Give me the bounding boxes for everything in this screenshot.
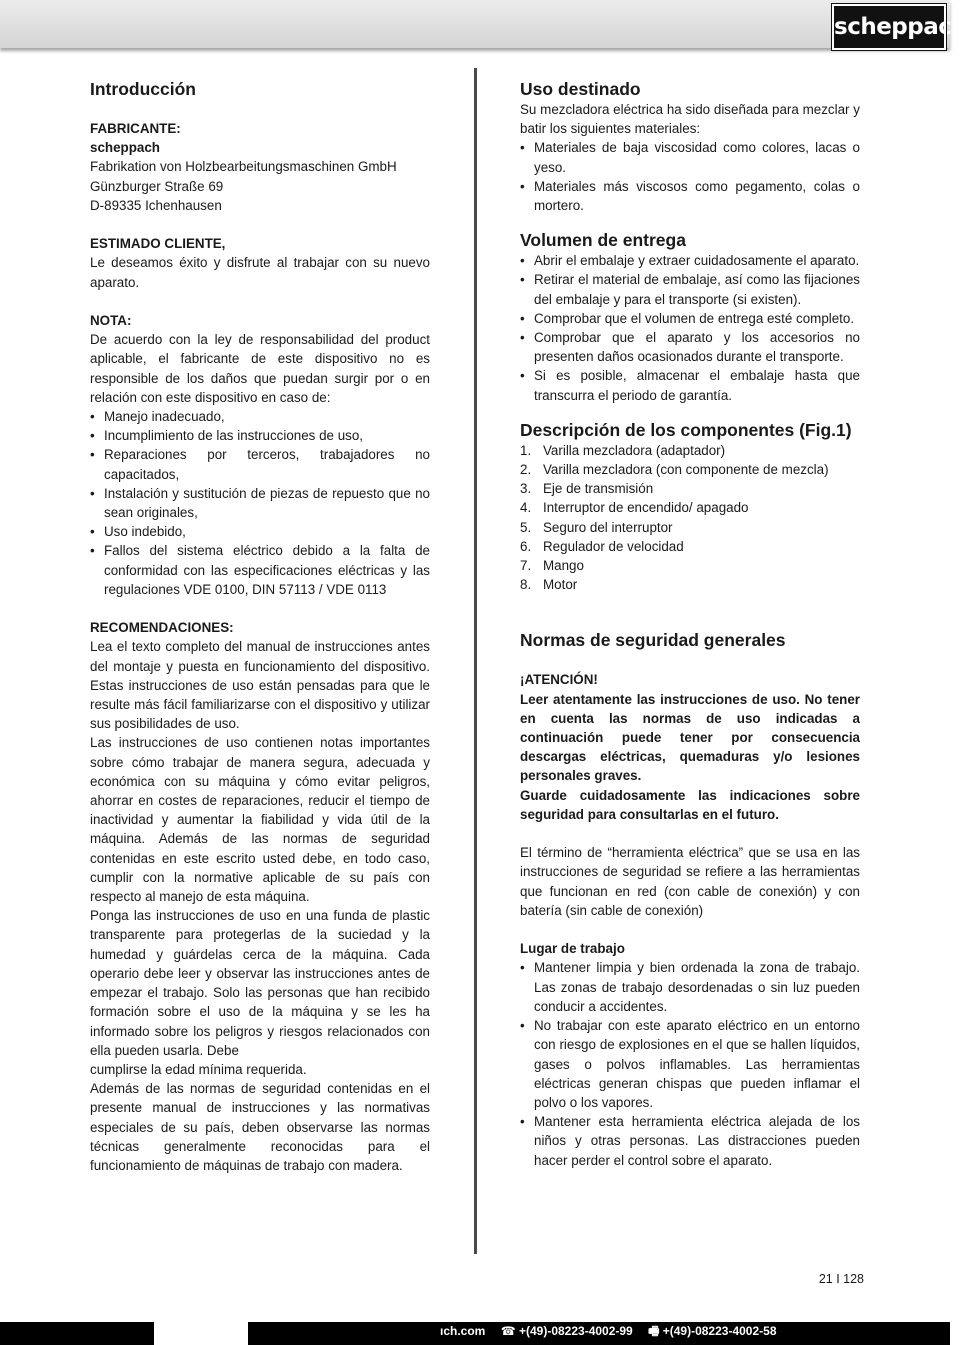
list-item bbox=[520, 575, 860, 594]
footer-phone: ☎ +(49)-08223-4002-99 bbox=[500, 1324, 633, 1338]
intended-use-text: Su mezcladora eléctrica ha sido diseñada para mezclar y batir los siguientes materiales: bbox=[520, 102, 860, 137]
list-item: • Mantener limpia y bien ordenada la zona de trabajo. Las zonas de trabajo desordenadas o sin luz pueden conducir a accidentes. bbox=[520, 958, 860, 1016]
recommendations-paragraph: Lea el texto completo del manual de instrucciones antes del montaje y puesta en funcionamiento del dispositivo. Estas instrucciones de uso están pensadas para que le resulte más fácil familiarizarse con el dispositivo y utilizar sus posibilidades de uso. bbox=[90, 639, 430, 732]
components-list bbox=[520, 441, 860, 595]
manufacturer-line: Fabrikation von Holzbearbeitungsmaschinen GmbH bbox=[90, 159, 397, 175]
item-label: Motor bbox=[543, 577, 578, 593]
item-number: 7. bbox=[520, 558, 532, 574]
safety-warning: Leer atentamente las instrucciones de uso. No tener en cuenta las normas de uso indicadas a continuación puede tener por consecuencia descargas eléctricas, quemaduras y/o lesiones personales graves. bbox=[520, 691, 860, 784]
list-item bbox=[520, 537, 860, 556]
manufacturer-heading: FABRICANTE: bbox=[90, 121, 181, 136]
intended-use-list bbox=[520, 138, 860, 215]
workplace-heading: Lugar de trabajo bbox=[520, 941, 625, 957]
list-item: • No trabajar con este aparato eléctrico en un entorno con riesgo de explosiones en el que se hallen líquidos, gases o polvos inflamables. Las herramientas eléctricas generan chispas que pueden inflamar el polvo o los vapores. bbox=[520, 1016, 860, 1112]
list-item: • Incumplimiento de las instrucciones de uso, bbox=[90, 426, 430, 445]
section-title-delivery: Volumen de entrega bbox=[520, 230, 686, 251]
attention-label: ¡ATENCIÓN! bbox=[520, 672, 598, 688]
item-label: Seguro del interruptor bbox=[543, 519, 673, 535]
list-item: • Mantener esta herramienta eléctrica alejada de los niños y otras personas. Las distracciones pueden hacer perder el control sobre el aparato. bbox=[520, 1112, 860, 1170]
note-list bbox=[90, 407, 430, 599]
recommendations-paragraph: Ponga las instrucciones de uso en una funda de plastic transparente para protegerlas de la suciedad y la humedad y guárdelas cerca de la máquina. Cada operario debe leer y observar las instrucciones antes de empezar el trabajo. Solo las personas que han recibido formación sobre el uso de la máquina y se les ha informado sobre los peligros y riesgos relacionados con ella pueden usarla. Debe bbox=[90, 908, 430, 1058]
customer-heading: ESTIMADO CLIENTE, bbox=[90, 236, 226, 252]
manufacturer-name: scheppach bbox=[90, 140, 160, 156]
item-number: 8. bbox=[520, 577, 532, 593]
item-number: 6. bbox=[520, 538, 532, 554]
list-item bbox=[520, 460, 860, 479]
list-item bbox=[520, 518, 860, 537]
footer-website: ıch.com bbox=[440, 1324, 486, 1338]
footer-gap bbox=[154, 1322, 248, 1345]
list-item: • Abrir el embalaje y extraer cuidadosamente el aparato. bbox=[520, 251, 860, 270]
right-column bbox=[520, 78, 860, 1170]
manufacturer-line: Günzburger Straße 69 bbox=[90, 178, 224, 194]
workplace-list bbox=[520, 958, 860, 1169]
item-number: 2. bbox=[520, 462, 532, 478]
list-item: • Uso indebido, bbox=[90, 522, 430, 541]
left-column bbox=[90, 78, 430, 1175]
column-divider bbox=[474, 68, 477, 1254]
item-number: 3. bbox=[520, 481, 532, 497]
section-title-introduction: Introducción bbox=[90, 79, 196, 99]
recommendations-paragraph: Además de las normas de seguridad contenidas en el presente manual de instrucciones y las normativas especiales de su país, deben observarse las normas técnicas generalmente reconocidas para el funcionamiento de máquinas de trabajo con madera. bbox=[90, 1081, 430, 1173]
item-label: Varilla mezcladora (con componente de mezcla) bbox=[543, 462, 829, 478]
manufacturer-line: D-89335 Ichenhausen bbox=[90, 197, 222, 213]
list-item: • Materiales de baja viscosidad como colores, lacas o yeso. bbox=[520, 138, 860, 176]
item-label: Mango bbox=[543, 558, 584, 574]
item-number: 4. bbox=[520, 500, 532, 516]
item-number: 1. bbox=[520, 442, 532, 458]
section-title-intended-use: Uso destinado bbox=[520, 79, 641, 99]
item-label: Interruptor de encendido/ apagado bbox=[543, 500, 749, 516]
note-text: De acuerdo con la ley de responsabilidad del product aplicable, el fabricante de este dispositivo no es responsible de los daños que puedan surgir por o en relación con este dispositivo en caso de: bbox=[90, 332, 430, 405]
list-item: • Fallos del sistema eléctrico debido a la falta de conformidad con las especificaciones eléctricas y las regulaciones VDE 0100, DIN 57113 / VDE 0113 bbox=[90, 541, 430, 599]
item-number: 5. bbox=[520, 519, 532, 535]
item-label: Eje de transmisión bbox=[543, 481, 654, 497]
delivery-list bbox=[520, 251, 860, 405]
power-tool-definition: El término de “herramienta eléctrica” que se usa en las instrucciones de seguridad se refiere a las herramientas que funcionan en red (con cable de conexión) y con batería (sin cable de conexión) bbox=[520, 845, 860, 918]
list-item: • Retirar el material de embalaje, así como las fijaciones del embalaje y para el transporte (si existen). bbox=[520, 270, 860, 308]
list-item: • Si es posible, almacenar el embalaje hasta que transcurra el periodo de garantía. bbox=[520, 366, 860, 404]
item-label: Varilla mezcladora (adaptador) bbox=[543, 442, 726, 458]
item-label: Regulador de velocidad bbox=[543, 538, 684, 554]
list-item: • Materiales más viscosos como pegamento, colas o mortero. bbox=[520, 177, 860, 215]
list-item bbox=[520, 556, 860, 575]
recommendations-paragraph: Las instrucciones de uso contienen notas importantes sobre cómo trabajar de manera segura, adecuada y económica con su máquina y cómo evitar peligros, ahorrar en costes de reparaciones, reducir el tiempo de inactividad y aumentar la fiabilidad y vida útil de la máquina. Además de las normas de seguridad contenidas en este escrito usted debe, en todo caso, cumplir con la normative aplicable de su país con respecto al manejo de esta máquina. bbox=[90, 735, 430, 905]
list-item bbox=[520, 441, 860, 460]
recommendations-paragraph: cumplirse la edad mínima requerida. bbox=[90, 1061, 307, 1077]
list-item: • Reparaciones por terceros, trabajadores no capacitados, bbox=[90, 445, 430, 483]
list-item: • Manejo inadecuado, bbox=[90, 407, 430, 426]
note-heading: NOTA: bbox=[90, 313, 132, 328]
footer-contact bbox=[440, 1322, 900, 1345]
footer-fax: 🖷 +(49)-08223-4002-58 bbox=[648, 1324, 777, 1338]
section-title-components: Descripción de los componentes (Fig.1) bbox=[520, 419, 852, 440]
list-item bbox=[520, 498, 860, 517]
list-item bbox=[520, 479, 860, 498]
safety-warning: Guarde cuidadosamente las indicaciones sobre seguridad para consultarlas en el futuro. bbox=[520, 787, 860, 822]
brand-logo: scheppach bbox=[832, 4, 946, 50]
recommendations-heading: RECOMENDACIONES: bbox=[90, 620, 234, 636]
customer-text: Le deseamos éxito y disfrute al trabajar con su nuevo aparato. bbox=[90, 255, 430, 290]
page-number: 21 I 128 bbox=[818, 1272, 864, 1286]
list-item: • Comprobar que el aparato y los accesorios no presenten daños ocasionados durante el transporte. bbox=[520, 328, 860, 366]
list-item: • Instalación y sustitución de piezas de repuesto que no sean originales, bbox=[90, 484, 430, 522]
section-title-safety: Normas de seguridad generales bbox=[520, 630, 786, 651]
list-item: • Comprobar que el volumen de entrega esté completo. bbox=[520, 309, 860, 328]
header-bar bbox=[0, 0, 950, 48]
